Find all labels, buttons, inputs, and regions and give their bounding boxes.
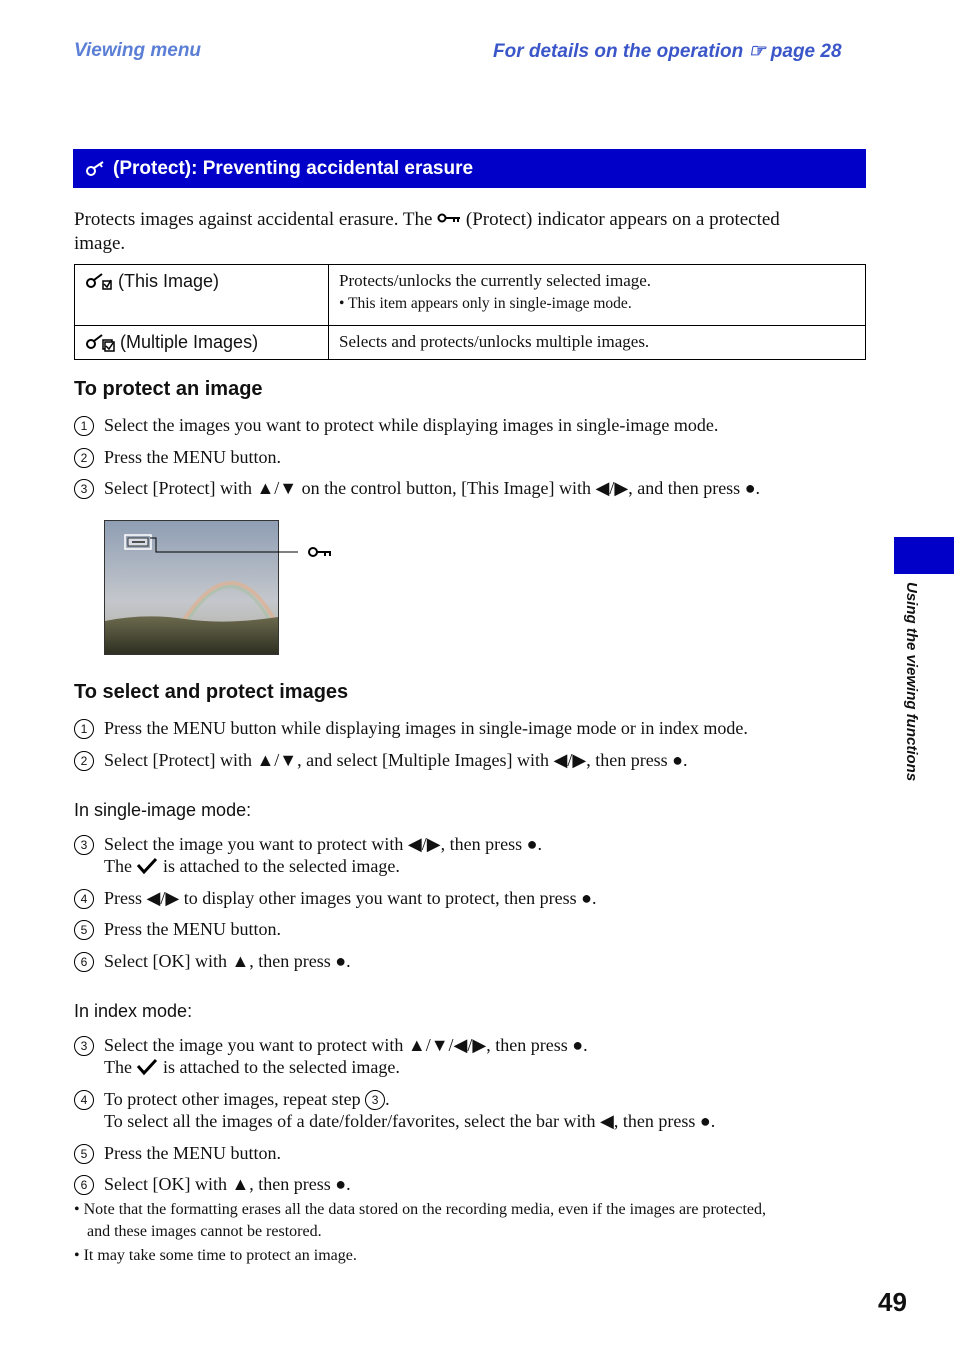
this-image-label: (This Image) [118, 271, 220, 291]
protect-options-table [74, 264, 866, 360]
list-item [74, 950, 351, 972]
protect-image-heading: To protect an image [74, 378, 263, 400]
list-item [74, 1034, 588, 1078]
chapter-side-label [898, 582, 928, 812]
chapter-label-text: Using the viewing functions [903, 582, 920, 782]
list-item [74, 1142, 281, 1164]
table-cell-desc [329, 265, 866, 326]
table-row [75, 265, 866, 326]
step-text: Press the MENU button while displaying images in single-image mode or in index mode. [104, 718, 748, 738]
step-number: 3 [74, 835, 94, 855]
list-item [74, 833, 542, 877]
table-cell-label [75, 265, 329, 326]
step-text: Select the image you want to protect with ▲/▼/◀/▶, then press ●. [104, 1035, 588, 1055]
step-text: Select [OK] with ▲, then press ●. [104, 951, 351, 971]
step-number: 4 [74, 889, 94, 909]
step-text: is attached to the selected image. [162, 1057, 400, 1077]
protect-indicator-icon [437, 212, 461, 224]
note-text: • It may take some time to protect an image. [74, 1247, 357, 1264]
list-item [74, 918, 281, 940]
step-text: To protect other images, repeat step [104, 1089, 361, 1109]
this-image-note: • This item appears only in single-image mode. [339, 295, 632, 312]
list-item [74, 1088, 715, 1132]
select-images-heading: To select and protect images [74, 681, 349, 703]
multiple-images-label: (Multiple Images) [120, 332, 259, 352]
list-item [74, 477, 760, 499]
multiple-images-icon [85, 332, 115, 352]
step-number: 2 [74, 448, 94, 468]
step-text: Press the MENU button. [104, 447, 281, 467]
note-text: • Note that the formatting erases all the data stored on the recording media, even if the images are protected, [74, 1201, 766, 1218]
list-item [74, 749, 688, 771]
step-text: The [104, 1057, 132, 1077]
header-page-reference[interactable]: For details on the operation ☞ page 28 [493, 41, 842, 62]
checkmark-icon [136, 857, 158, 875]
step-number: 6 [74, 952, 94, 972]
index-mode-heading: In index mode: [74, 1001, 193, 1021]
step-text: Select [Protect] with ▲/▼ on the control button, [This Image] with ◀/▶, and then press ●. [104, 478, 761, 498]
step-number: 3 [74, 479, 94, 499]
step-number: 4 [74, 1090, 94, 1110]
this-image-icon [85, 271, 113, 291]
page-number: 49 [878, 1287, 907, 1317]
intro-text-part1: Protects images against accidental erasure. The [74, 209, 433, 230]
step-number: 6 [74, 1175, 94, 1195]
step-text: Press the MENU button. [104, 919, 281, 939]
header-section-title: Viewing menu [74, 40, 202, 61]
step-number: 1 [74, 416, 94, 436]
step-text: Select the images you want to protect while displaying images in single-image mode. [104, 415, 719, 435]
step-number: 2 [74, 751, 94, 771]
note-formatting [74, 1199, 874, 1243]
step-text: . [385, 1089, 390, 1109]
intro-text-part3: image. [74, 233, 126, 254]
step-number: 5 [74, 1144, 94, 1164]
step-number: 5 [74, 920, 94, 940]
intro-text-part2: (Protect) indicator appears on a protected [465, 209, 780, 230]
table-row [75, 326, 866, 360]
step-text: The [104, 856, 132, 876]
step-reference-number: 3 [365, 1090, 385, 1110]
note-text: and these images cannot be restored. [87, 1223, 322, 1240]
list-item [74, 414, 718, 436]
note-time [74, 1245, 874, 1267]
step-text: Select [OK] with ▲, then press ●. [104, 1174, 351, 1194]
checkmark-icon [136, 1058, 158, 1076]
step-text: Select the image you want to protect with ◀/▶, then press ●. [104, 834, 542, 854]
step-text: To select all the images of a date/folder/favorites, select the bar with ◀, then press ●. [104, 1111, 716, 1131]
chapter-tab [894, 537, 954, 574]
list-item [74, 1173, 351, 1195]
indicator-callout [150, 528, 340, 568]
this-image-desc: Protects/unlocks the currently selected image. [339, 271, 652, 290]
step-text: Select [Protect] with ▲/▼, and select [Multiple Images] with ◀/▶, then press ●. [104, 750, 688, 770]
table-cell-label [75, 326, 329, 360]
step-number: 3 [74, 1036, 94, 1056]
intro-paragraph [74, 208, 874, 256]
multiple-images-desc: Selects and protects/unlocks multiple images. [329, 326, 866, 360]
list-item [74, 887, 596, 909]
list-item [74, 717, 748, 739]
list-item [74, 446, 281, 468]
single-mode-heading: In single-image mode: [74, 800, 252, 820]
section-title: (Protect): Preventing accidental erasure [113, 157, 474, 179]
step-number: 1 [74, 719, 94, 739]
step-text: is attached to the selected image. [162, 856, 400, 876]
step-text: Press the MENU button. [104, 1143, 281, 1163]
step-text: Press ◀/▶ to display other images you want to protect, then press ●. [104, 888, 597, 908]
section-title-bar [73, 149, 866, 188]
protect-key-icon [85, 160, 107, 178]
